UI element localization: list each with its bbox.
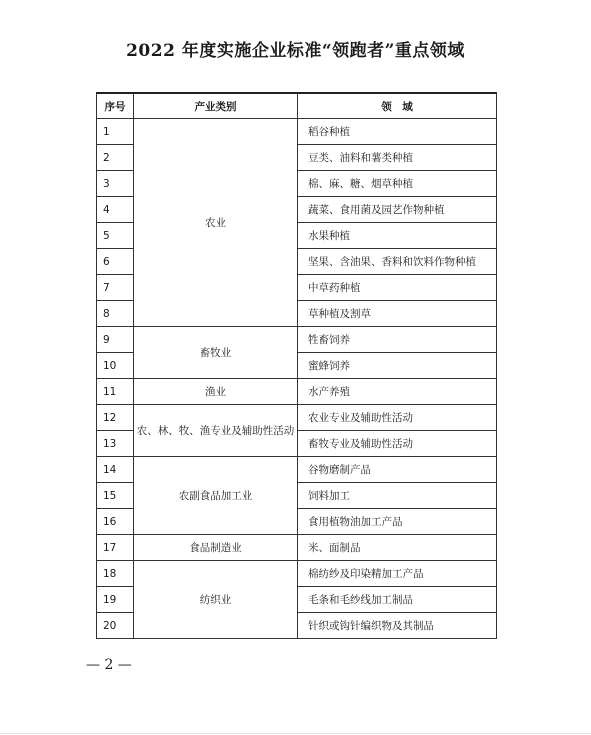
header-domain: 领 域	[298, 93, 497, 119]
row-number: 20	[97, 613, 134, 639]
domain-cell: 蜜蜂饲养	[298, 353, 497, 379]
domain-cell: 水果种植	[298, 223, 497, 249]
domain-cell: 坚果、含油果、香料和饮料作物种植	[298, 249, 497, 275]
row-number: 19	[97, 587, 134, 613]
category-cell: 纺织业	[134, 561, 298, 639]
table-row	[97, 561, 497, 587]
table-row	[97, 457, 497, 483]
key-fields-table	[96, 92, 497, 639]
domain-cell: 谷物磨制产品	[298, 457, 497, 483]
row-number: 9	[97, 327, 134, 353]
category-cell: 渔业	[134, 379, 298, 405]
row-number: 8	[97, 301, 134, 327]
domain-cell: 牲畜饲养	[298, 327, 497, 353]
header-no: 序号	[97, 93, 134, 119]
category-cell: 农、林、牧、渔专业及辅助性活动	[134, 405, 298, 457]
row-number: 18	[97, 561, 134, 587]
table-row	[97, 535, 497, 561]
row-number: 13	[97, 431, 134, 457]
row-number: 16	[97, 509, 134, 535]
domain-cell: 水产养殖	[298, 379, 497, 405]
domain-cell: 棉纺纱及印染精加工产品	[298, 561, 497, 587]
domain-cell: 米、面制品	[298, 535, 497, 561]
domain-cell: 农业专业及辅助性活动	[298, 405, 497, 431]
domain-cell: 针织或钩针编织物及其制品	[298, 613, 497, 639]
row-number: 12	[97, 405, 134, 431]
domain-cell: 食用植物油加工产品	[298, 509, 497, 535]
page-bottom-divider	[0, 733, 591, 734]
table-row	[97, 327, 497, 353]
category-cell: 畜牧业	[134, 327, 298, 379]
domain-cell: 草种植及割草	[298, 301, 497, 327]
row-number: 14	[97, 457, 134, 483]
header-category: 产业类别	[134, 93, 298, 119]
row-number: 15	[97, 483, 134, 509]
table-row	[97, 119, 497, 145]
table-row	[97, 379, 497, 405]
domain-cell: 棉、麻、糖、烟草种植	[298, 171, 497, 197]
row-number: 6	[97, 249, 134, 275]
domain-cell: 饲料加工	[298, 483, 497, 509]
table-row	[97, 405, 497, 431]
row-number: 17	[97, 535, 134, 561]
document-title: 2022 年度实施企业标准“领跑者”重点领域	[126, 41, 465, 61]
row-number: 2	[97, 145, 134, 171]
domain-cell: 畜牧专业及辅助性活动	[298, 431, 497, 457]
category-cell: 农业	[134, 119, 298, 327]
row-number: 10	[97, 353, 134, 379]
page-number: — 2 —	[86, 657, 132, 673]
domain-cell: 毛条和毛纱线加工制品	[298, 587, 497, 613]
domain-cell: 稻谷种植	[298, 119, 497, 145]
category-cell: 食品制造业	[134, 535, 298, 561]
row-number: 7	[97, 275, 134, 301]
domain-cell: 豆类、油料和薯类种植	[298, 145, 497, 171]
category-cell: 农副食品加工业	[134, 457, 298, 535]
row-number: 5	[97, 223, 134, 249]
row-number: 11	[97, 379, 134, 405]
row-number: 1	[97, 119, 134, 145]
row-number: 3	[97, 171, 134, 197]
domain-cell: 蔬菜、食用菌及园艺作物种植	[298, 197, 497, 223]
domain-cell: 中草药种植	[298, 275, 497, 301]
table-header-row	[97, 93, 497, 119]
row-number: 4	[97, 197, 134, 223]
